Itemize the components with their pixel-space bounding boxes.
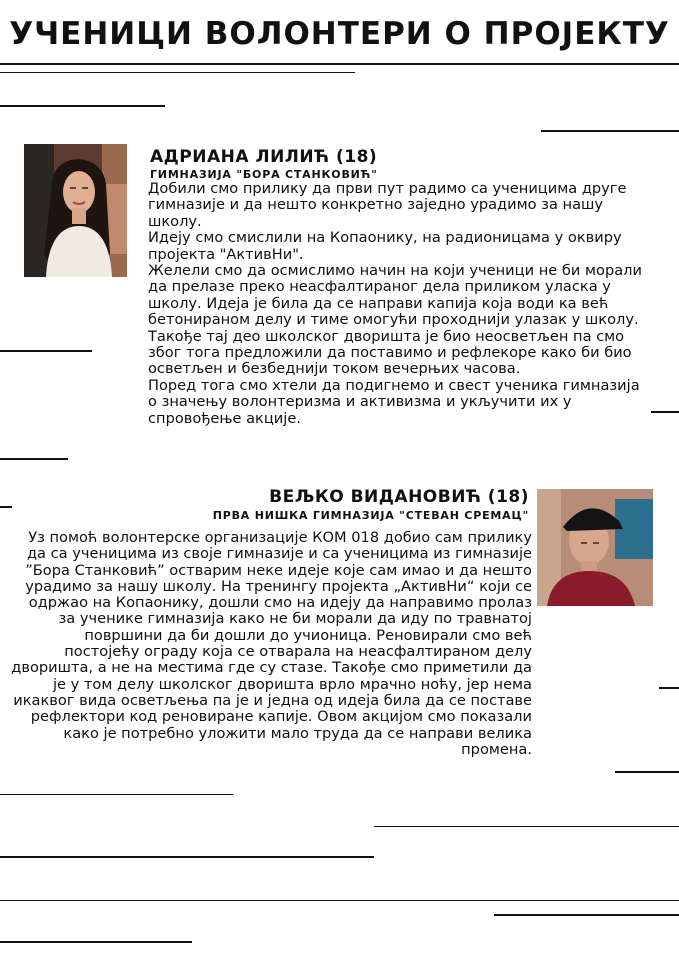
- divider-line: [0, 350, 92, 352]
- statement-paragraph: Добили смо прилику да први пут радимо са ученицима друге гимназије и да нешто конкретно заједно урадимо за нашу школу.: [148, 180, 627, 230]
- divider-line: [0, 63, 679, 65]
- student-school: ГИМНАЗИЈА "БОРА СТАНКОВИЋ": [150, 168, 378, 181]
- student-statement: [148, 181, 653, 427]
- divider-line: [494, 914, 679, 916]
- divider-line: [0, 506, 12, 508]
- statement-paragraph: Такође тај део школског дворишта је био неосветљен па смо због тога предложили да поставимо и рефлекоре како би био осветљен и безбеднији током вечерњих часова.: [148, 327, 632, 378]
- student-statement: Уз помоћ волонтерске организације КОМ 018 добио сам прилику да са ученицима из своје гимназије и са ученицима из гимназије ”Бора Станковић” остварим неке идеје које сам имао и да нешто урадимо за нашу школу. На тренингу пројекта „АктивНи“ који се одржао на Копаонику, дошли смо на идеју да направимо пролаз за ученике гимназија како не би морали да иду по травнатој површини да би дошли до учионица. Реновирали смо већ постојећу ограду која се отварала на неасфалтираном делу дворишта, а не на местима где су стазе. Такође смо приметили да је у том делу школског дворишта врло мрачно ноћу, јер нема икаквог вида осветљења па је и једна од идеја била да се поставе рефлектори код реновиране капије. Овом акцијом смо показали како је потребно уложити мало труда да се направи велика промена.: [11, 529, 532, 758]
- statement-paragraph: Желели смо да осмислимо начин на који ученици не би морали да прелазе преко неасфалтираног дела приликом уласка у школу. Идеја је била да се направи капија која води ка већ бетонираном делу и тиме омогући проходнији улазак у школу.: [148, 262, 642, 329]
- statement-paragraph: Поред тога смо хтели да подигнемо и свест ученика гимназија о значењу волонтеризма и активизма и укључити их у спровођење акције.: [148, 376, 640, 427]
- student-name: ВЕЉКО ВИДАНОВИЋ (18): [269, 487, 529, 507]
- page-title: УЧЕНИЦИ ВОЛОНТЕРИ О ПРОЈЕКТУ: [9, 16, 670, 52]
- student-photo-veljko: [537, 489, 653, 606]
- statement-paragraph: Идеју смо смислили на Копаонику, на радионицама у оквиру пројекта "АктивНи".: [148, 229, 622, 263]
- divider-line: [0, 941, 192, 943]
- divider-line: [0, 856, 374, 858]
- divider-line: [0, 458, 68, 460]
- divider-line: [541, 130, 679, 132]
- divider-line: [374, 826, 679, 827]
- student-school: ПРВА НИШКА ГИМНАЗИЈА "СТЕВАН СРЕМАЦ": [212, 509, 529, 522]
- student-name: АДРИАНА ЛИЛИЋ (18): [150, 147, 378, 167]
- divider-line: [659, 687, 679, 689]
- student-photo-adriana: [24, 144, 127, 277]
- divider-line: [651, 411, 679, 413]
- divider-line: [0, 794, 233, 795]
- divider-line: [0, 105, 165, 107]
- divider-line: [615, 771, 679, 773]
- divider-line: [0, 900, 679, 901]
- divider-line: [0, 72, 355, 73]
